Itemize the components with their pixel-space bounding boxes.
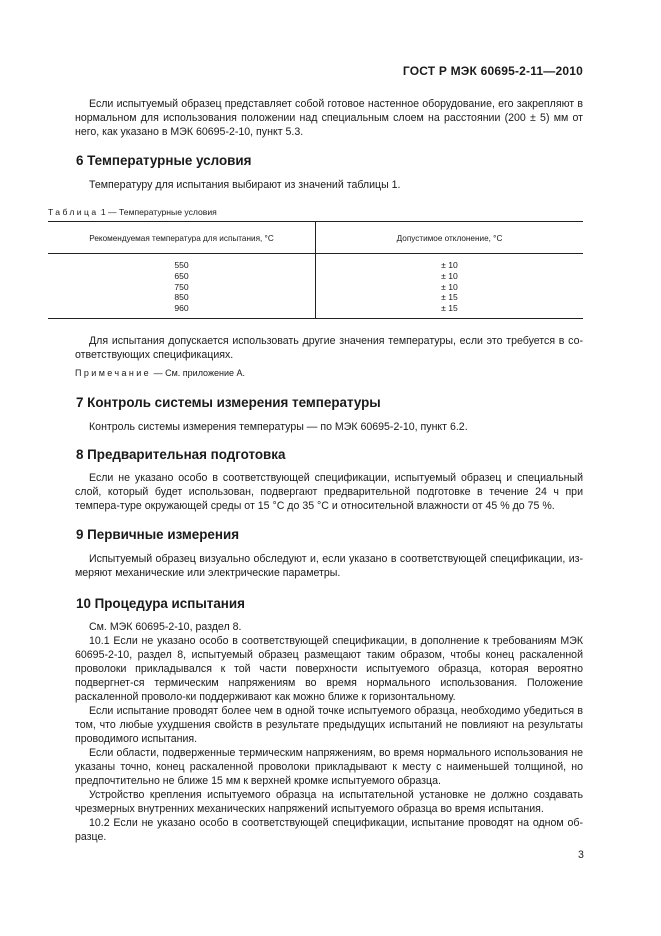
section-9-heading: 9 Первичные измерения [76, 527, 240, 542]
temperature-table [48, 221, 583, 319]
section-10-paragraph-4: Устройство крепления испытуемого образца на испытательной установке не должно создавать чрезмерных внутренних механических напряжений испытуемого образца во время испытания. [75, 789, 583, 816]
tolerance-cell: ± 10 [441, 270, 458, 281]
table-caption-rest: 1 — Температурные условия [98, 207, 217, 217]
temperature-cell: 650 [174, 270, 189, 281]
temperature-cell: 960 [174, 303, 189, 314]
clause-10-2-paragraph: 10.2 Если не указано особо в соответствующей спецификации, испытание проводят на одном об-разце. [75, 817, 583, 844]
section-10-reference: См. МЭК 60695-2-10, раздел 8. [89, 621, 242, 633]
tolerance-cell: ± 15 [441, 303, 458, 314]
table-note [75, 368, 245, 378]
table-caption-prefix: Таблица [48, 207, 99, 217]
tolerance-cell: ± 15 [441, 292, 458, 303]
clause-10-1-paragraph: 10.1 Если не указано особо в соответствующей спецификации, в дополнение к требованиям МЭК 60695-2-10, раздел 8, испытуемый образец размещают таким образом, чтобы конец раскаленной проволоки прикладывался к той части поверхности испытуемого образца, которая вероятно подвергнет-ся термическим напряжениям во время нормального использования. Положение раскаленной проволо-ки поддерживают как можно ближе к горизонтальному. [75, 635, 583, 704]
after-table-paragraph: Для испытания допускается использовать другие значения температуры, если это требуется в со-ответствующих спецификациях. [75, 335, 583, 362]
temperature-cell: 550 [174, 260, 189, 270]
section-7-text: Контроль системы измерения температуры — по МЭК 60695-2-10, пункт 6.2. [89, 421, 468, 433]
section-6-text: Температуру для испытания выбирают из значений таблицы 1. [89, 179, 401, 191]
note-text: — См. приложение А. [151, 368, 245, 378]
section-8-text: Если не указано особо в соответствующей спецификации, испытуемый образец и специальный слой, который будет использован, подвергают предварительной подготовке в течение 24 ч при темпера-туре окружающей среды от 15 °С до 35 °С и относительной влажности от 45 % до 75 %. [75, 472, 583, 513]
table-header-temperature: Рекомендуемая температура для испытания, °С [89, 234, 274, 243]
intro-paragraph: Если испытуемый образец представляет собой готовое настенное оборудование, его закрепляют в нормальном для использования положении над специальным слоем на расстоянии (200 ± 5) мм от него, как указано в МЭК 60695-2-10, пункт 5.3. [75, 98, 583, 139]
section-7-heading: 7 Контроль системы измерения температуры [76, 395, 381, 410]
section-10-paragraph-2: Если испытание проводят более чем в одной точке испытуемого образца, необходимо убедиться в том, что любые ухудшения свойств в результате предыдущих испытаний не повлияют на результаты проводимого испытания. [75, 705, 583, 746]
table-header-divider [48, 253, 583, 254]
standard-header: ГОСТ Р МЭК 60695-2-11—2010 [402, 64, 583, 78]
tolerance-cell: ± 10 [441, 260, 458, 270]
table-header-tolerance: Допустимое отклонение, °С [396, 234, 503, 243]
tolerance-cell: ± 10 [441, 281, 458, 292]
section-6-heading: 6 Температурные условия [76, 153, 252, 168]
temperature-column [148, 260, 215, 314]
table-caption [48, 207, 217, 217]
temperature-cell: 750 [174, 281, 189, 292]
section-10-paragraph-3: Если области, подверженные термическим напряжениям, во время нормального использования не указаны точно, конец раскаленной проволоки прикладывают к месту с наименьшей толщиной, но предпочтительно не ближе 15 мм к верхней кромке испытуемого образца. [75, 747, 583, 788]
tolerance-column [416, 260, 483, 314]
temperature-cell: 850 [174, 292, 189, 303]
note-prefix: Примечание [75, 368, 152, 378]
section-10-heading: 10 Процедура испытания [76, 596, 245, 611]
section-9-text: Испытуемый образец визуально обследуют и, если указано в соответствующей спецификации, из-меряют механические или электрические параметры. [75, 553, 583, 580]
section-8-heading: 8 Предварительная подготовка [76, 447, 286, 462]
page-number: 3 [578, 849, 584, 861]
